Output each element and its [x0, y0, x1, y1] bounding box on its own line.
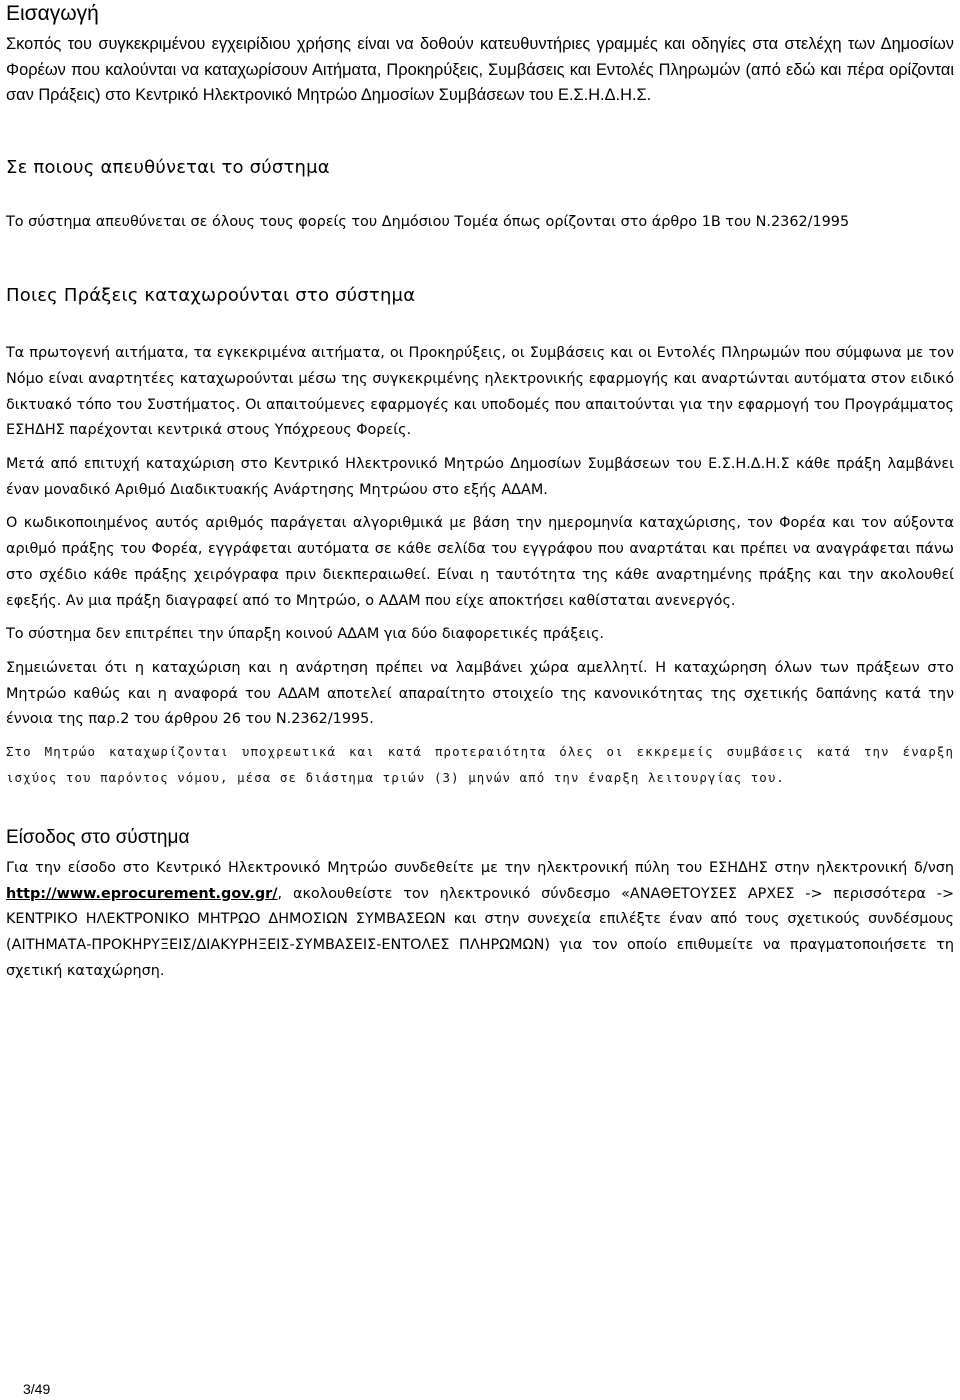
eprocurement-link[interactable]: http://www.eprocurement.gov.gr/ [6, 885, 278, 902]
acts-heading: Ποιες Πράξεις καταχωρούνται στο σύστημα [6, 285, 416, 307]
audience-paragraph: Το σύστημα απευθύνεται σε όλους τους φορείς του Δημόσιου Τομέα όπως ορίζονται στο άρθρο 1Β του Ν.2362/1995 [6, 213, 850, 230]
acts-paragraph-2: Μετά από επιτυχή καταχώριση στο Κεντρικό Ηλεκτρονικό Μητρώο Δημοσίων Συμβάσεων του Ε.Σ.Η.Δ.Η.Σ κάθε πράξη λαμβάνει έναν μοναδικό Αριθμό Διαδικτυακής Ανάρτησης Μητρώου στο εξής ΑΔΑΜ. [6, 456, 954, 498]
acts-paragraph-1: Τα πρωτογενή αιτήματα, τα εγκεκριμένα αιτήματα, οι Προκηρύξεις, οι Συμβάσεις και οι Εντολές Πληρωμών που σύμφωνα με τον Νόμο είναι αναρτητέες καταχωρούνται μέσω της συγκεκριμένης ηλεκτρονικής εφαρμογής και αναρτώνται αυτόματα στον ειδικό δικτυακό τόπο του Συστήματος. Οι απαιτούμενες εφαρμογές και υποδομές που απαιτούνται για την εφαρμογή του Προγράμματος ΕΣΗΔΗΣ παρέχονται κεντρικά στους Υπόχρεους Φορείς. [6, 345, 954, 439]
intro-heading: Εισαγωγή [6, 2, 99, 25]
login-text-before-link: Για την είσοδο στο Κεντρικό Ηλεκτρονικό Μητρώο συνδεθείτε με την ηλεκτρονική πύλη του ΕΣΗΔΗΣ στην ηλεκτρονική δ/νση [6, 860, 954, 877]
login-text-after-link: , ακολουθείστε τον ηλεκτρονικό σύνδεσμο «ΑΝΑΘΕΤΟΥΣΕΣ ΑΡΧΕΣ -> περισσότερα -> ΚΕΝΤΡΙΚΟ ΗΛΕΚΤΡΟΝΙΚΟ ΜΗΤΡΩΟ ΔΗΜΟΣΙΩΝ ΣΥΜΒΑΣΕΩΝ και στην συνεχεία επιλέξτε έναν από τους σχετικούς συνδέσμους (ΑΙΤΗΜΑΤΑ-ΠΡΟΚΗΡΥΞΕΙΣ/ΔΙΑΚΥΡΗΞΕΙΣ-ΣΥΜΒΑΣΕΙΣ-ΕΝΤΟΛΕΣ ΠΛΗΡΩΜΩΝ) για τον οποίο επιθυμείτε να πραγματοποιήσετε τη σχετική καταχώρηση. [6, 885, 954, 979]
registry-note: Στο Μητρώο καταχωρίζονται υποχρεωτικά και κατά προτεραιότητα όλες οι εκκρεμείς συμβάσεις κατά την έναρξη ισχύος του παρόντος νόμου, μέσα σε διάστημα τριών (3) μηνών από την έναρξη λειτουργίας του. [6, 744, 954, 785]
login-heading: Είσοδος στο σύστημα [6, 827, 190, 849]
page-number: 3/49 [23, 1381, 51, 1397]
acts-paragraph-4: Το σύστημα δεν επιτρέπει την ύπαρξη κοινού ΑΔΑΜ για δύο διαφορετικές πράξεις. [6, 626, 604, 643]
audience-heading: Σε ποιους απευθύνεται το σύστημα [6, 156, 330, 178]
intro-paragraph: Σκοπός του συγκεκριμένου εγχειρίδιου χρήσης είναι να δοθούν κατευθυντήριες γραμμές και οδηγίες στα στελέχη των Δημοσίων Φορέων που καλούνται να καταχωρίσουν Αιτήματα, Προκηρύξεις, Συμβάσεις και Εντολές Πληρωμών (από εδώ και πέρα ορίζονται σαν Πράξεις) στο Κεντρικό Ηλεκτρονικό Μητρώο Δημοσίων Συμβάσεων του Ε.Σ.Η.Δ.Η.Σ. [6, 35, 954, 104]
acts-paragraph-3: Ο κωδικοποιημένος αυτός αριθμός παράγεται αλγοριθμικά με βάση την ημερομηνία καταχώρισης, τον Φορέα και τον αύξοντα αριθμό πράξης του Φορέα, εγγράφεται αυτόματα σε κάθε σελίδα του εγγράφου που αναρτάται και πρέπει να αναγράφεται πάνω στο σχέδιο κάθε πράξης χειρόγραφα πριν διεκπεραιωθεί. Είναι η ταυτότητα της κάθε αναρτημένης πράξης και την ακολουθεί εφεξής. Αν μια πράξη διαγραφεί από το Μητρώο, ο ΑΔΑΜ που είχε αποκτήσει καθίσταται ανενεργός. [6, 515, 954, 609]
login-paragraph [6, 856, 954, 985]
acts-paragraph-5: Σημειώνεται ότι η καταχώριση και η ανάρτηση πρέπει να λαμβάνει χώρα αμελλητί. Η καταχώρηση όλων των πράξεων στο Μητρώο καθώς και η αναφορά του ΑΔΑΜ αποτελεί απαραίτητο στοιχείο της κανονικότητας της σχετικής δαπάνης κατά την έννοια της παρ.2 του άρθρου 26 του Ν.2362/1995. [6, 659, 954, 728]
